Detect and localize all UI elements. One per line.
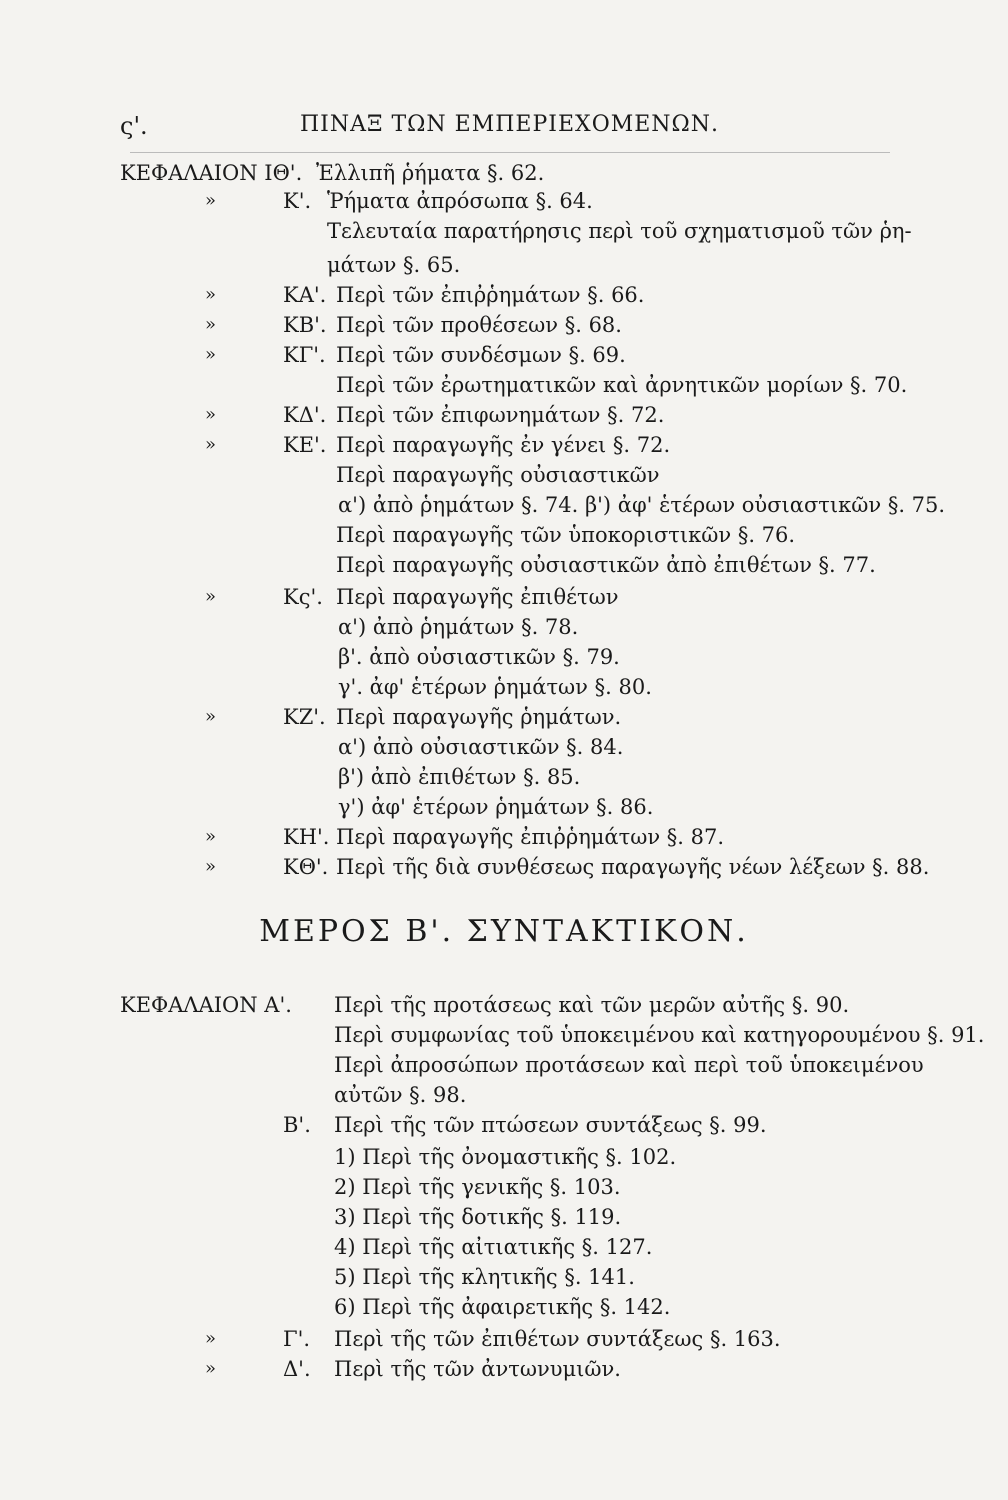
toc-line: Περὶ τῆς διὰ συνθέσεως παραγωγῆς νέων λέξεων §. 88. <box>336 855 930 879</box>
toc-line-prefix: ΚΓ'. <box>283 343 326 367</box>
toc-line: 5) Περὶ τῆς κλητικῆς §. 141. <box>334 1265 635 1289</box>
toc-line: β') ἀπὸ ἐπιθέτων §. 85. <box>338 765 581 789</box>
toc-line-prefix: ΚΔ'. <box>283 403 327 427</box>
toc-line: Περὶ τῆς τῶν πτώσεων συντάξεως §. 99. <box>334 1113 767 1137</box>
toc-line-prefix: ΚΗ'. <box>283 825 330 849</box>
ditto-mark: » <box>205 706 217 727</box>
toc-line: Περὶ τῶν ἐπιφωνημάτων §. 72. <box>336 403 665 427</box>
part-b-heading: ΜΕΡΟΣ Β'. ΣΥΝΤΑΚΤΙΚΟΝ. <box>259 914 749 949</box>
toc-line-prefix: Κ'. <box>283 189 312 213</box>
ditto-mark: » <box>205 434 217 455</box>
toc-line-prefix: ΚΘ'. <box>283 855 329 879</box>
toc-line: 4) Περὶ τῆς αἰτιατικῆς §. 127. <box>334 1235 653 1259</box>
toc-line-prefix: ΚΕΦΑΛΑΙΟΝ Α'. <box>120 993 292 1017</box>
toc-line: β'. ἀπὸ οὐσιαστικῶν §. 79. <box>338 645 620 669</box>
toc-line: Περὶ παραγωγῆς τῶν ὑποκοριστικῶν §. 76. <box>336 523 796 547</box>
toc-line: Περὶ παραγωγῆς ἐπιῤῥημάτων §. 87. <box>336 825 725 849</box>
toc-line: Περὶ τῶν συνδέσμων §. 69. <box>336 343 626 367</box>
running-title: ΠΙΝΑΞ ΤΩΝ ΕΜΠΕΡΙΕΧΟΜΕΝΩΝ. <box>300 112 720 137</box>
toc-line: Περὶ τῶν ἐπιῤῥημάτων §. 66. <box>336 283 645 307</box>
toc-line-prefix: Δ'. <box>283 1357 311 1381</box>
ditto-mark: » <box>205 190 217 211</box>
ditto-mark: » <box>205 586 217 607</box>
toc-line: Περὶ ἀπροσώπων προτάσεων καὶ περὶ τοῦ ὑποκειμένου <box>334 1053 924 1077</box>
toc-line: 3) Περὶ τῆς δοτικῆς §. 119. <box>334 1205 622 1229</box>
toc-line: α') ἀπὸ ῥημάτων §. 74. β') ἀφ' ἑτέρων οὐσιαστικῶν §. 75. <box>338 493 946 517</box>
toc-line-prefix: ΚΕΦΑΛΑΙΟΝ ΙΘ'. <box>120 161 303 185</box>
toc-line-prefix: ΚΖ'. <box>283 705 326 729</box>
toc-line-prefix: ΚΑ'. <box>283 283 327 307</box>
toc-line: Περὶ παραγωγῆς ἐν γένει §. 72. <box>336 433 671 457</box>
toc-line: 2) Περὶ τῆς γενικῆς §. 103. <box>334 1175 621 1199</box>
ditto-mark: » <box>205 284 217 305</box>
toc-line: αὐτῶν §. 98. <box>334 1083 467 1107</box>
toc-line: Περὶ παραγωγῆς οὐσιαστικῶν ἀπὸ ἐπιθέτων §. 77. <box>336 553 876 577</box>
toc-line: γ'. ἀφ' ἑτέρων ῥημάτων §. 80. <box>338 675 652 699</box>
toc-line-prefix: Κς'. <box>283 585 323 609</box>
ditto-mark: » <box>205 826 217 847</box>
toc-line: Περὶ παραγωγῆς ῥημάτων. <box>336 705 622 729</box>
toc-line: Περὶ παραγωγῆς ἐπιθέτων <box>336 585 619 609</box>
page-header <box>120 112 920 144</box>
toc-line: Περὶ τῆς προτάσεως καὶ τῶν μερῶν αὐτῆς §. 90. <box>334 993 850 1017</box>
toc-line: Περὶ τῆς τῶν ἀντωνυμιῶν. <box>334 1357 621 1381</box>
toc-line: 6) Περὶ τῆς ἀφαιρετικῆς §. 142. <box>334 1295 671 1319</box>
page-number: ς'. <box>120 112 148 140</box>
toc-line: Περὶ συμφωνίας τοῦ ὑποκειμένου καὶ κατηγορουμένου §. 91. <box>334 1023 985 1047</box>
toc-line: Περὶ τῶν ἐρωτηματικῶν καὶ ἀρνητικῶν μορίων §. 70. <box>336 373 908 397</box>
ditto-mark: » <box>205 856 217 877</box>
toc-line: Ἐλλιπῆ ῥήματα §. 62. <box>316 161 545 185</box>
toc-line: 1) Περὶ τῆς ὀνομαστικῆς §. 102. <box>334 1145 677 1169</box>
toc-line-prefix: ΚΒ'. <box>283 313 327 337</box>
toc-line: μάτων §. 65. <box>327 253 461 277</box>
toc-line-prefix: ΚΕ'. <box>283 433 327 457</box>
toc-line-prefix: Β'. <box>283 1113 311 1137</box>
ditto-mark: » <box>205 344 217 365</box>
toc-line: Περὶ τῶν προθέσεων §. 68. <box>336 313 622 337</box>
toc-line: γ') ἀφ' ἑτέρων ῥημάτων §. 86. <box>338 795 654 819</box>
ditto-mark: » <box>205 314 217 335</box>
toc-line: α') ἀπὸ οὐσιαστικῶν §. 84. <box>338 735 624 759</box>
header-rule <box>130 152 890 153</box>
ditto-mark: » <box>205 1328 217 1349</box>
toc-line: Περὶ παραγωγῆς οὐσιαστικῶν <box>336 463 660 487</box>
toc-line: Τελευταία παρατήρησις περὶ τοῦ σχηματισμοῦ τῶν ῥη- <box>327 219 912 243</box>
toc-line: Περὶ τῆς τῶν ἐπιθέτων συντάξεως §. 163. <box>334 1327 781 1351</box>
ditto-mark: » <box>205 1358 217 1379</box>
toc-line-prefix: Γ'. <box>283 1327 311 1351</box>
toc-line: Ῥήματα ἀπρόσωπα §. 64. <box>327 189 593 213</box>
toc-line: α') ἀπὸ ῥημάτων §. 78. <box>338 615 579 639</box>
ditto-mark: » <box>205 404 217 425</box>
